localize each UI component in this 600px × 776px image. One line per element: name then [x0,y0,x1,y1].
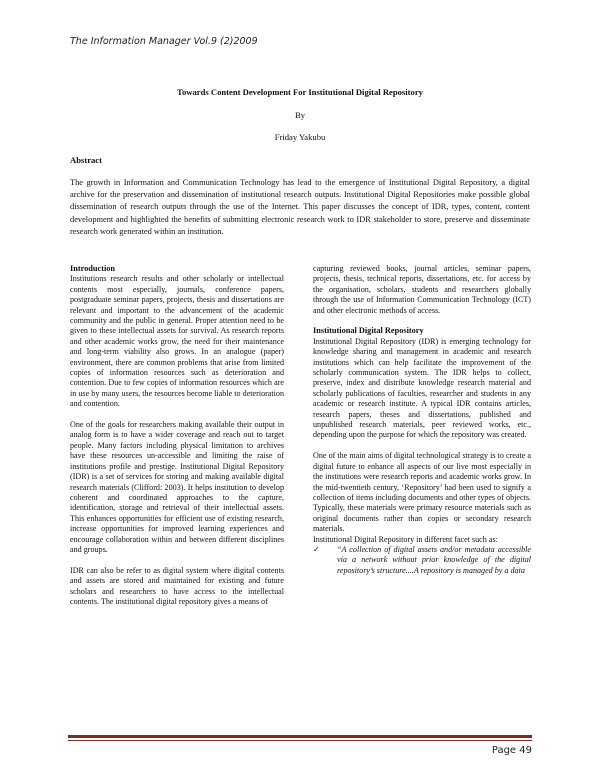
idr-heading: Institutional Digital Repository [313,326,424,336]
abstract-body: The growth in Information and Communication Technology has lead to the emergence of Institutional Digital Repository, a digital archive for the preservation and dissemination of institutional research outputs. Institutional Digital Repositories make possible global dissemination of research outputs through the use of the Internet. This paper discusses the concept of IDR, types, content, content development and highlighted the benefits of submitting electronic research work to IDR stakeholder to store, preserve and disseminate research work generated within an institution. [70,178,530,236]
introduction-heading: Introduction [70,264,116,273]
idr-paragraph-1: Institutional Digital Repository (IDR) is emerging technology for knowledge sharing and management in academic and research institutions which can help facilitate the improvement of the scholarly communication system. The IDR helps to collect, preserve, index and distribute knowledge research material and scholarly publications of faculties, researcher and students in any academic or research institute. A typical IDR contains articles, research papers, theses and dissertations, published and unpublished research materials, peer reviewed works, etc., depending upon the purpose for which the repository was created. [313,336,531,440]
bullet-quote-text: “A collection of digital assets and/or metadata accessible via a network without prior knowledge of the digital repository’s structure....A repository is managed by a data [337,544,531,575]
abstract-heading: Abstract [70,155,102,165]
page-number: Page 49 [491,745,532,756]
checkmark-icon: ✓ [313,544,320,554]
article-title: Towards Content Development For Institutional Digital Repository [177,87,423,97]
footer-rule-thick [68,735,532,738]
journal-running-header: The Information Manager Vol.9 (2)2009 [70,36,258,47]
continuation-paragraph: capturing reviewed books, journal articles, seminar papers, projects, thesis, technical reports, dissertations, etc. for access by the organisation, scholars, students and researchers globally through the use of Information Communication Technology (ICT) and other electronic methods of access. [313,264,531,315]
intro-paragraph-2: One of the goals for researchers making available their output in analog form is to have a wider coverage and reach out to target people. Many factors including physical limitation to archives have these resources un-accessible and limiting the raise of institutions profile and prestige. Institutional Digital Repository (IDR) is a set of services for storing and making available digital research materials (Clifford: 2003). It helps institution to develop coherent and coordinated approaches to the capture, identification, storage and retrieval of their intellectual assets. This enhances opportunities for efficient use of existing research, increase opportunities for improved learning experiences and encourage collaboration within and between different disciplines and groups. [70,420,284,554]
idr-paragraph-2: One of the main aims of digital technological strategy is to create a digital future to enhance all aspects of our live most especially in the institutions were research reports and academic works grow. In the mid-twentieth century, ‘Repository’ had been used to signify a collection of items including documents and other types of objects. Typically, these materials were primary resource materials such as original documents rather than copies or secondary research materials. [313,451,531,534]
footer-rule-thin [68,740,532,741]
author-name: Friday Yakubu [274,132,326,142]
byline-by: By [294,110,306,120]
left-column [70,264,284,607]
quote-bullet [313,545,531,576]
idr-paragraph-3: Institutional Digital Repository in different facet such as: [313,534,498,544]
intro-paragraph-1: Institutions research results and other scholarly or intellectual contents most especially, journals, conference papers, postgraduate seminar papers, projects, thesis and dissertations are relevant and important to the advancement of the academic community and the public in general. Proper attention need to be given to these intellectual assets for survival. As research reports and other academic works grow, the need for their maintenance and long-term viability also grows. In an analogue (paper) environment, there are common problems that arise from limited copies of information resources such as deterioration and contention. Due to few copies of information resources which are in use by many users, the resources become liable to deterioration and contention. [70,274,284,409]
intro-paragraph-3: IDR can also be refer to as digital system where digital contents and assets are stored and maintained for existing and future scholars and researchers to have access to the intellectual contents. The institutional digital repository gives a means of [70,565,284,606]
right-column [313,264,531,576]
